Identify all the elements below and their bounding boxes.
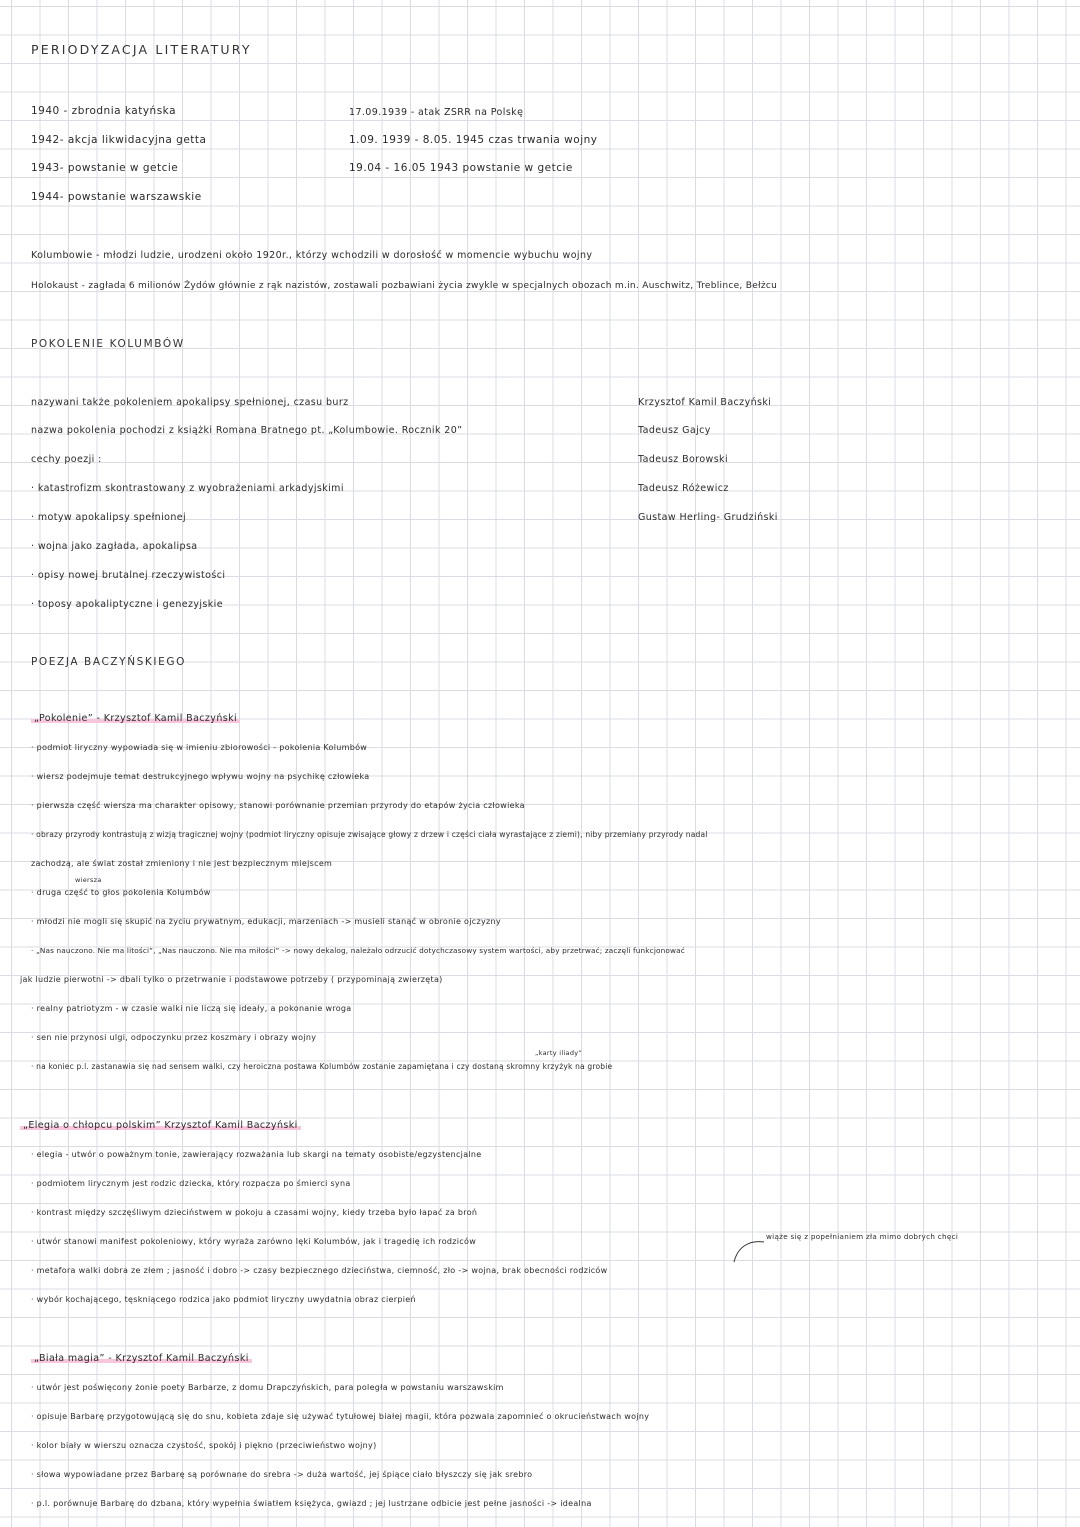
poem1-line: · pierwsza część wiersza ma charakter opisowy, stanowi porównanie przemian przyrody do etapów życia człowieka <box>31 801 525 810</box>
poem2-line: · elegia - utwór o poważnym tonie, zawierający rozważania lub skargi na tematy osobiste/egzystencjalne <box>31 1150 482 1159</box>
author-item: Krzysztof Kamil Baczyński <box>638 397 772 408</box>
pokolenie-line: · toposy apokaliptyczne i genezyjskie <box>31 599 223 610</box>
pokolenie-line: · motyw apokalipsy spełnionej <box>31 512 187 523</box>
poem2-line: · utwór stanowi manifest pokoleniowy, który wyraża zarówno lęki Kolumbów, jak i tragedię ich rodziców <box>31 1237 477 1246</box>
author-item: Tadeusz Gajcy <box>638 425 711 436</box>
timeline-left-item: 1940 - zbrodnia katyńska <box>31 105 176 117</box>
pokolenie-line: · katastrofizm skontrastowany z wyobrażeniami arkadyjskimi <box>31 483 344 494</box>
poem2-line: · podmiotem lirycznym jest rodzic dziecka, który rozpacza po śmierci syna <box>31 1179 351 1188</box>
pokolenie-line: cechy poezji : <box>31 454 102 465</box>
poem3-line: · słowa wypowiadane przez Barbarę są porównane do srebra -> duża wartość, jej śpiące ciało błyszczy się jak srebro <box>31 1470 533 1479</box>
poem1-line: · obrazy przyrody kontrastują z wizją tragicznej wojny (podmiot liryczny opisuje zwisające głowy z drzew i części ciała wyrastające z ziemi), niby przemiany przyrody nadal <box>31 830 708 839</box>
pokolenie-line: · opisy nowej brutalnej rzeczywistości <box>31 570 226 581</box>
definition-kolumbowie: Kolumbowie - młodzi ludzie, urodzeni około 1920r., którzy wchodzili w dorosłość w momencie wybuchu wojny <box>31 250 593 261</box>
poem1-note-karty: „karty iliady” <box>535 1049 583 1057</box>
poem-title-text: „Elegia o chłopcu polskim” Krzysztof Kamil Baczyński <box>20 1120 301 1131</box>
timeline-right-item: 17.09.1939 - atak ZSRR na Polskę <box>349 107 524 118</box>
pokolenie-line: nazywani także pokoleniem apokalipsy spełnionej, czasu burz <box>31 397 349 408</box>
poem1-line: · podmiot liryczny wypowiada się w imieniu zbiorowości - pokolenia Kolumbów <box>31 743 368 752</box>
poem2-side-note: wiąże się z popełnianiem zła mimo dobrych chęci <box>766 1232 959 1241</box>
poem1-line: · sen nie przynosi ulgi, odpoczynku przez koszmary i obrazy wojny <box>31 1033 317 1042</box>
author-item: Gustaw Herling- Grudziński <box>638 512 778 523</box>
poem1-line: zachodzą, ale świat został zmieniony i nie jest bezpiecznym miejscem <box>31 859 333 868</box>
timeline-left-item: 1944- powstanie warszawskie <box>31 191 202 203</box>
poem-title-text: „Biała magia” - Krzysztof Kamil Baczyński <box>31 1353 252 1364</box>
poem3-line: · utwór jest poświęcony żonie poety Barbarze, z domu Drapczyńskich, para poległa w powstaniu warszawskim <box>31 1383 504 1392</box>
poem1-line: · realny patriotyzm - w czasie walki nie liczą się ideały, a pokonanie wroga <box>31 1004 352 1013</box>
poem1-line: · na koniec p.l. zastanawia się nad sensem walki, czy heroiczna postawa Kolumbów zostanie zapamiętana i czy dostaną skromny krzyżyk na grobie <box>31 1062 613 1071</box>
section-heading-poezja: POEZJA BACZYŃSKIEGO <box>31 656 186 668</box>
section-heading-pokolenie: POKOLENIE KOLUMBÓW <box>31 338 185 350</box>
author-item: Tadeusz Borowski <box>638 454 729 465</box>
poem3-line: · p.l. porównuje Barbarę do dzbana, który wypełnia światłem księżyca, gwiazd ; jej lustrzane odbicie jest pełne jasności -> idealna <box>31 1499 592 1508</box>
poem3-line: · opisuje Barbarę przygotowującą się do snu, kobieta zdaje się używać tytułowej białej magii, która pozwala zapomnieć o okrucieństwach wojny <box>31 1412 650 1421</box>
poem1-line: jak ludzie pierwotni -> dbali tylko o przetrwanie i podstawowe potrzeby ( przypominają zwierzęta) <box>20 975 443 984</box>
poem1-line: · druga część to głos pokolenia Kolumbów <box>31 888 211 897</box>
poem-title-biala-magia <box>31 1354 252 1364</box>
poem3-line: · kolor biały w wierszu oznacza czystość, spokój i piękno (przeciwieństwo wojny) <box>31 1441 377 1450</box>
timeline-left-item: 1943- powstanie w getcie <box>31 162 179 174</box>
page-title: PERIODYZACJA LITERATURY <box>31 42 252 57</box>
poem1-line: · wiersz podejmuje temat destrukcyjnego wpływu wojny na psychikę człowieka <box>31 772 370 781</box>
timeline-right-item: 1.09. 1939 - 8.05. 1945 czas trwania wojny <box>349 134 598 146</box>
poem1-line: · „Nas nauczono. Nie ma litości”, „Nas nauczono. Nie ma miłości” -> nowy dekalog, należało odrzucić dotychczasowy system wartości, aby przetrwać; zaczęli funkcjonować <box>31 946 685 955</box>
pokolenie-line: · wojna jako zagłada, apokalipsa <box>31 541 198 552</box>
poem2-line: · wybór kochającego, tęskniącego rodzica jako podmiot liryczny uwydatnia obraz cierpień <box>31 1295 416 1304</box>
author-item: Tadeusz Różewicz <box>638 483 729 494</box>
poem2-line: · metafora walki dobra ze złem ; jasność i dobro -> czasy bezpiecznego dzieciństwa, ciemność, zło -> wojna, brak obecności rodziców <box>31 1266 608 1275</box>
poem-title-elegia <box>20 1121 301 1131</box>
pokolenie-line: nazwa pokolenia pochodzi z książki Romana Bratnego pt. „Kolumbowie. Rocznik 20” <box>31 425 463 436</box>
definition-holokaust: Holokaust - zagłada 6 milionów Żydów głównie z rąk nazistów, zostawali pozbawiani życia zwykle w specjalnych obozach m.in. Auschwitz, Treblince, Bełżcu <box>31 281 778 291</box>
timeline-right-item: 19.04 - 16.05 1943 powstanie w getcie <box>349 162 573 174</box>
poem1-note-wiersza: wiersza <box>75 876 102 884</box>
curved-arrow-icon <box>730 1238 766 1266</box>
timeline-left-item: 1942- akcja likwidacyjna getta <box>31 134 207 146</box>
poem1-line: · młodzi nie mogli się skupić na życiu prywatnym, edukacji, marzeniach -> musieli stanąć w obronie ojczyzny <box>31 917 501 926</box>
poem-title-text: „Pokolenie” - Krzysztof Kamil Baczyński <box>31 713 240 724</box>
poem2-line: · kontrast między szczęśliwym dzieciństwem w pokoju a czasami wojny, kiedy trzeba było łapać za broń <box>31 1208 478 1217</box>
poem-title-pokolenie <box>31 714 240 724</box>
